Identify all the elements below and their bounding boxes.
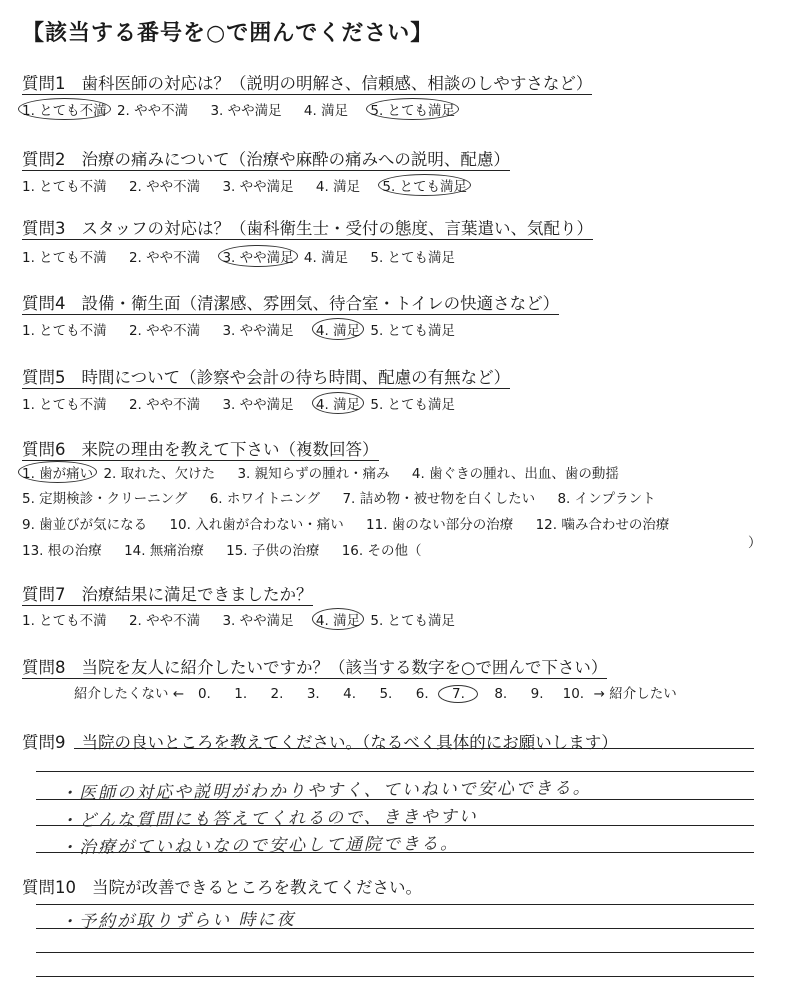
option-3[interactable]: 3. やや満足 xyxy=(222,397,294,413)
question-text: 来院の理由を教えて下さい（複数回答） xyxy=(81,440,379,459)
reason-9[interactable]: 9. 歯並びが気になる xyxy=(22,517,148,533)
option-1[interactable]: 1. とても不満 xyxy=(22,613,107,629)
handwritten-answer-10-1: ・予約が取りずらい 時に夜 xyxy=(59,909,296,933)
scale-8[interactable]: 8. xyxy=(494,686,508,702)
scale-10[interactable]: 10. xyxy=(562,686,585,702)
scale-9[interactable]: 9. xyxy=(530,686,544,702)
question-10 xyxy=(22,874,422,898)
question-6 xyxy=(22,436,379,460)
reason-2[interactable]: 2. 取れた、欠けた xyxy=(103,466,216,482)
question-8 xyxy=(22,654,607,678)
question-number: 質問2 xyxy=(22,150,66,169)
option-1[interactable]: 1. とても不満 xyxy=(22,323,107,339)
scale-7-selected[interactable]: 7. xyxy=(438,685,478,703)
reason-12[interactable]: 12. 噛み合わせの治療 xyxy=(535,517,670,533)
option-3-selected[interactable]: 3. やや満足 xyxy=(218,245,297,267)
other-close-paren: ） xyxy=(748,535,762,551)
reason-4[interactable]: 4. 歯ぐきの腫れ、出血、歯の動揺 xyxy=(411,466,619,482)
question-1 xyxy=(22,70,592,94)
option-5[interactable]: 5. とても満足 xyxy=(370,397,456,413)
answer-options-3 xyxy=(22,245,473,267)
reason-8[interactable]: 8. インプラント xyxy=(557,491,656,507)
option-1[interactable]: 1. とても不満 xyxy=(22,250,107,266)
option-5[interactable]: 5. とても満足 xyxy=(370,613,456,629)
answer-line xyxy=(36,904,754,905)
reason-13[interactable]: 13. 根の治療 xyxy=(22,543,102,559)
question-number: 質問6 xyxy=(22,440,66,459)
reason-row-2 xyxy=(22,487,674,507)
question-5 xyxy=(22,364,510,388)
option-2[interactable]: 2. やや不満 xyxy=(128,179,201,195)
reason-14[interactable]: 14. 無痛治療 xyxy=(124,543,204,559)
option-2[interactable]: 2. やや不満 xyxy=(128,397,201,413)
answer-line xyxy=(36,771,754,772)
option-4[interactable]: 4. 満足 xyxy=(303,103,349,119)
handwritten-answer-9-1: ・医師の対応や説明がわかりやすく、ていねいで安心できる。 xyxy=(59,778,592,804)
reason-row-4 xyxy=(22,539,439,559)
answer-line xyxy=(74,748,754,749)
question-number: 質問1 xyxy=(22,74,66,93)
question-number: 質問4 xyxy=(22,294,66,313)
question-text: 治療の痛みについて（治療や麻酔の痛みへの説明、配慮） xyxy=(81,150,510,169)
scale-5[interactable]: 5. xyxy=(379,686,393,702)
option-4-selected[interactable]: 4. 満足 xyxy=(312,392,364,414)
question-9 xyxy=(22,729,618,753)
question-text: 時間について（診察や会計の待ち時間、配慮の有無など） xyxy=(81,368,511,387)
question-text: 当院の良いところを教えてください。（なるべく具体的にお願いします） xyxy=(81,733,618,752)
question-text: 治療結果に満足できましたか？ xyxy=(81,585,313,604)
option-2[interactable]: 2. やや不満 xyxy=(116,103,189,119)
option-5[interactable]: 5. とても満足 xyxy=(370,250,456,266)
question-text: スタッフの対応は？（歯科衛生士・受付の態度、言葉遣い、気配り） xyxy=(81,219,593,238)
scale-1[interactable]: 1. xyxy=(234,686,248,702)
reason-row-3 xyxy=(22,513,687,533)
scale-3[interactable]: 3. xyxy=(306,686,320,702)
option-4[interactable]: 4. 満足 xyxy=(303,250,349,266)
reason-row-1 xyxy=(22,461,637,483)
scale-4[interactable]: 4. xyxy=(343,686,357,702)
handwritten-answer-9-3: ・治療がていねいなので安心して通院できる。 xyxy=(59,833,460,859)
question-number: 質問9 xyxy=(22,733,66,752)
reason-10[interactable]: 10. 入れ歯が合わない・痛い xyxy=(169,517,344,533)
survey-heading: 【該当する番号を○で囲んでください】 xyxy=(22,21,434,46)
option-3[interactable]: 3. やや満足 xyxy=(222,323,294,339)
reason-7[interactable]: 7. 詰め物・被せ物を白くしたい xyxy=(342,491,536,507)
answer-line xyxy=(36,952,754,953)
question-text: 設備・衛生面（清潔感、雰囲気、待合室・トイレの快適さなど） xyxy=(81,294,560,313)
question-4 xyxy=(22,290,559,314)
option-5-selected[interactable]: 5. とても満足 xyxy=(366,98,459,120)
answer-options-5 xyxy=(22,392,473,414)
scale-0[interactable]: 0. xyxy=(197,686,211,702)
reason-3[interactable]: 3. 親知らずの腫れ・痛み xyxy=(237,466,390,482)
question-text: 歯科医師の対応は？（説明の明解さ、信頼感、相談のしやすさなど） xyxy=(81,74,593,93)
option-3[interactable]: 3. やや満足 xyxy=(210,103,282,119)
scale-left-label: 紹介したくない ← xyxy=(74,686,185,702)
option-3[interactable]: 3. やや満足 xyxy=(222,179,294,195)
reason-5[interactable]: 5. 定期検診・クリーニング xyxy=(22,491,188,507)
option-1[interactable]: 1. とても不満 xyxy=(18,98,111,120)
answer-line xyxy=(36,976,754,977)
answer-options-2 xyxy=(22,174,473,196)
option-2[interactable]: 2. やや不満 xyxy=(128,613,201,629)
question-number: 質問7 xyxy=(22,585,66,604)
option-5-selected[interactable]: 5. とても満足 xyxy=(378,174,471,196)
answer-options-4 xyxy=(22,318,473,340)
option-2[interactable]: 2. やや不満 xyxy=(128,323,201,339)
question-2 xyxy=(22,146,510,170)
option-4[interactable]: 4. 満足 xyxy=(315,179,361,195)
recommend-scale xyxy=(74,682,677,703)
question-number: 質問8 xyxy=(22,658,66,677)
option-5[interactable]: 5. とても満足 xyxy=(370,323,456,339)
question-number: 質問3 xyxy=(22,219,66,238)
question-7 xyxy=(22,581,313,605)
reason-6[interactable]: 6. ホワイトニング xyxy=(209,491,321,507)
option-2[interactable]: 2. やや不満 xyxy=(128,250,201,266)
answer-options-7 xyxy=(22,608,473,630)
scale-6[interactable]: 6. xyxy=(415,686,429,702)
option-1[interactable]: 1. とても不満 xyxy=(22,179,107,195)
reason-16[interactable]: 16. その他（ xyxy=(341,543,422,559)
scale-2[interactable]: 2. xyxy=(270,686,284,702)
reason-1-selected[interactable]: 1. 歯が痛い xyxy=(18,461,97,483)
option-4-selected[interactable]: 4. 満足 xyxy=(312,318,364,340)
answer-options-1 xyxy=(22,98,461,120)
question-number: 質問10 xyxy=(22,878,76,897)
option-4-selected[interactable]: 4. 満足 xyxy=(312,608,364,630)
reason-11[interactable]: 11. 歯のない部分の治療 xyxy=(366,517,514,533)
question-3 xyxy=(22,215,593,239)
reason-15[interactable]: 15. 子供の治療 xyxy=(226,543,320,559)
scale-right-label: → 紹介したい xyxy=(593,686,677,702)
option-1[interactable]: 1. とても不満 xyxy=(22,397,107,413)
question-number: 質問5 xyxy=(22,368,66,387)
option-3[interactable]: 3. やや満足 xyxy=(222,613,294,629)
handwritten-answer-9-2: ・どんな質問にも答えてくれるので、ききやすい xyxy=(59,806,478,832)
question-text: 当院が改善できるところを教えてください。 xyxy=(92,878,422,897)
question-text: 当院を友人に紹介したいですか？（該当する数字を○で囲んで下さい） xyxy=(81,658,608,677)
